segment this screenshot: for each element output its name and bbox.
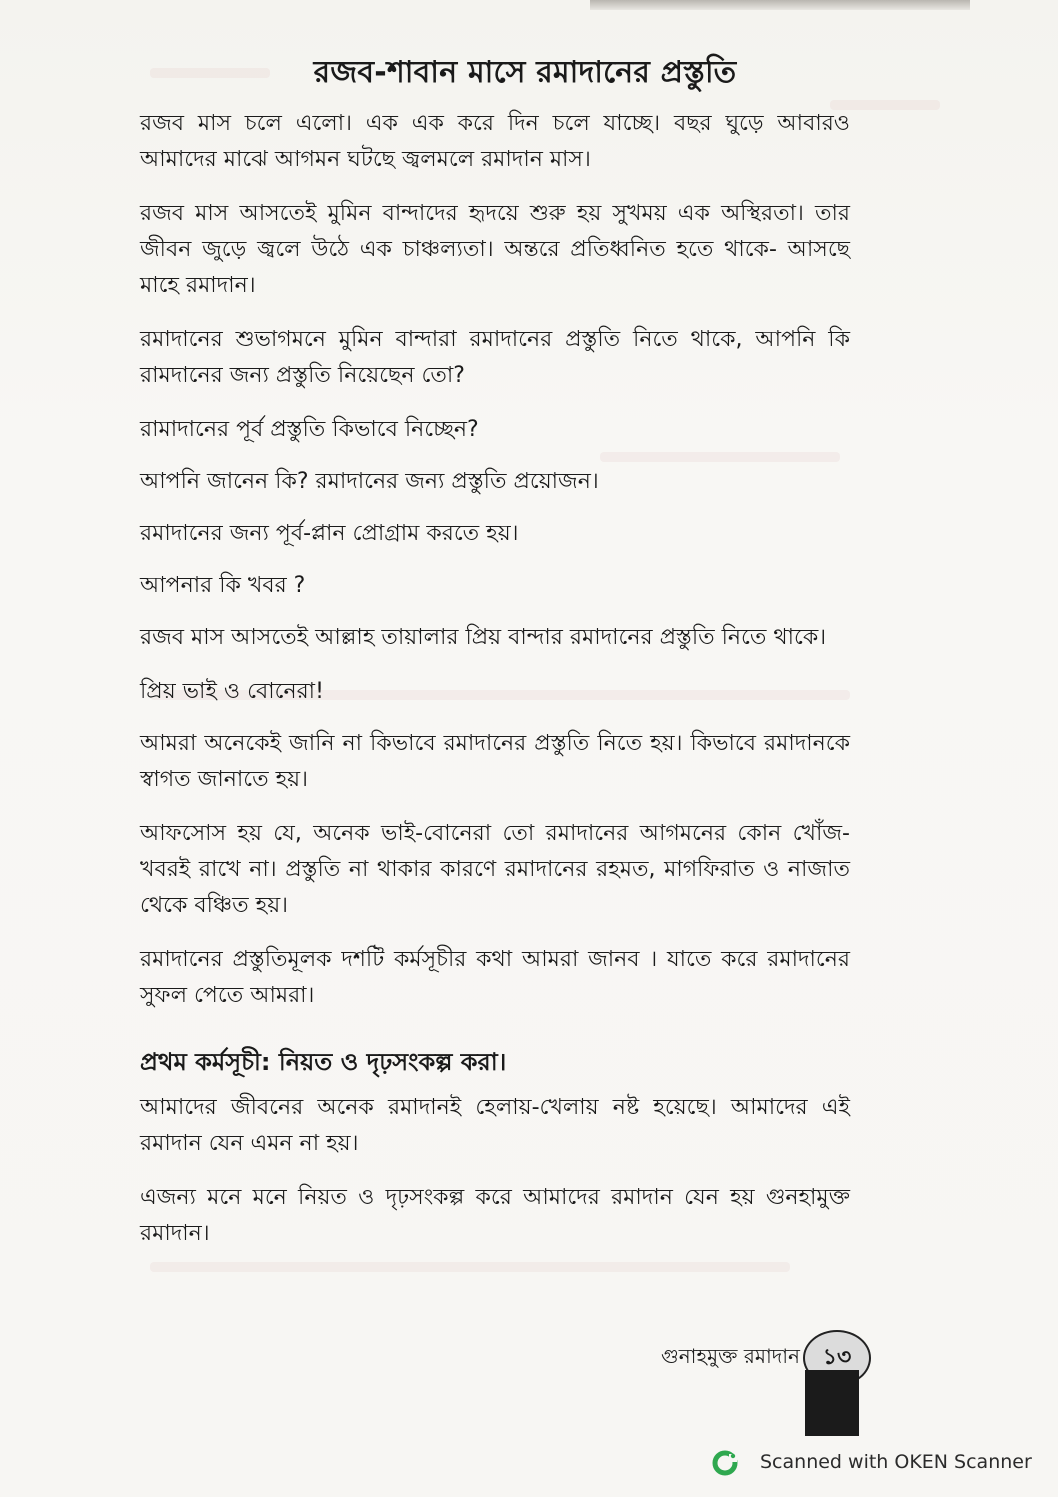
- page-number-badge: ১৩: [803, 1330, 871, 1386]
- paragraph: রমাদানের শুভাগমনে মুমিন বান্দারা রমাদানের প্রস্তুতি নিতে থাকে, আপনি কি রামদানের জন্য প্রস্তুতি নিয়েছেন তো?: [140, 327, 850, 388]
- paragraph: রমাদানের প্রস্তুতিমূলক দশটি কর্মসূচীর কথা আমরা জানব । যাতে করে রমাদানের সুফল পেতে আমরা।: [140, 947, 850, 1008]
- section-heading: প্রথম কর্মসূচী: নিয়ত ও দৃঢ়সংকল্প করা।: [140, 1048, 507, 1076]
- paragraph: প্রিয় ভাই ও বোনেরা!: [140, 679, 324, 704]
- footer-book-title: গুনাহমুক্ত রমাদান: [660, 1344, 800, 1368]
- page-footer: [560, 1330, 920, 1390]
- scanner-watermark: [708, 1445, 1048, 1481]
- paragraph: আমাদের জীবনের অনেক রমাদানই হেলায়-খেলায় নষ্ট হয়েছে। আমাদের এই রমাদান যেন এমন না হয়।: [140, 1095, 850, 1156]
- body-text: [140, 106, 850, 1270]
- scanner-watermark-text: Scanned with OKEN Scanner: [760, 1451, 1032, 1473]
- paragraph: রজব মাস আসতেই মুমিন বান্দাদের হৃদয়ে শুরু হয় সুখময় এক অস্থিরতা। তার জীবন জুড়ে জ্বলে উঠে এক চাঞ্চল্যতা। অন্তরে প্রতিধ্বনিত হতে থাকে- আসছে মাহে রমাদান।: [140, 201, 850, 298]
- oken-scanner-logo-icon: [712, 1450, 738, 1476]
- paragraph: আফসোস হয় যে, অনেক ভাই-বোনেরা তো রমাদানের আগমনের কোন খোঁজ-খবরই রাখে না। প্রস্তুতি না থাকার কারণে রমাদানের রহমত, মাগফিরাত ও নাজাত থেকে বঞ্চিত হয়।: [140, 821, 850, 918]
- paragraph: রজব মাস চলে এলো। এক এক করে দিন চলে যাচ্ছে। বছর ঘুড়ে আবারও আমাদের মাঝে আগমন ঘটছে জ্বলমলে রমাদান মাস।: [140, 111, 850, 172]
- paragraph: রজব মাস আসতেই আল্লাহ তায়ালার প্রিয় বান্দার রমাদানের প্রস্তুতি নিতে থাকে।: [140, 625, 827, 650]
- paragraph: আমরা অনেকেই জানি না কিভাবে রমাদানের প্রস্তুতি নিতে হয়। কিভাবে রমাদানকে স্বাগত জানাতে হয়।: [140, 731, 850, 792]
- paragraph: রামাদানের পূর্ব প্রস্তুতি কিভাবে নিচ্ছেন?: [140, 417, 479, 442]
- footer-bar: [805, 1370, 859, 1436]
- paragraph: আপনার কি খবর ?: [140, 573, 306, 598]
- paragraph: আপনি জানেন কি? রমাদানের জন্য প্রস্তুতি প্রয়োজন।: [140, 469, 599, 494]
- page-edge-shadow: [590, 0, 970, 10]
- paragraph: এজন্য মনে মনে নিয়ত ও দৃঢ়সংকল্প করে আমাদের রমাদান যেন হয় গুনহামুক্ত রমাদান।: [140, 1185, 850, 1246]
- page-title: রজব-শাবান মাসে রমাদানের প্রস্তুতি: [313, 55, 737, 90]
- paragraph: রমাদানের জন্য পূর্ব-প্লান প্রোগ্রাম করতে হয়।: [140, 521, 519, 546]
